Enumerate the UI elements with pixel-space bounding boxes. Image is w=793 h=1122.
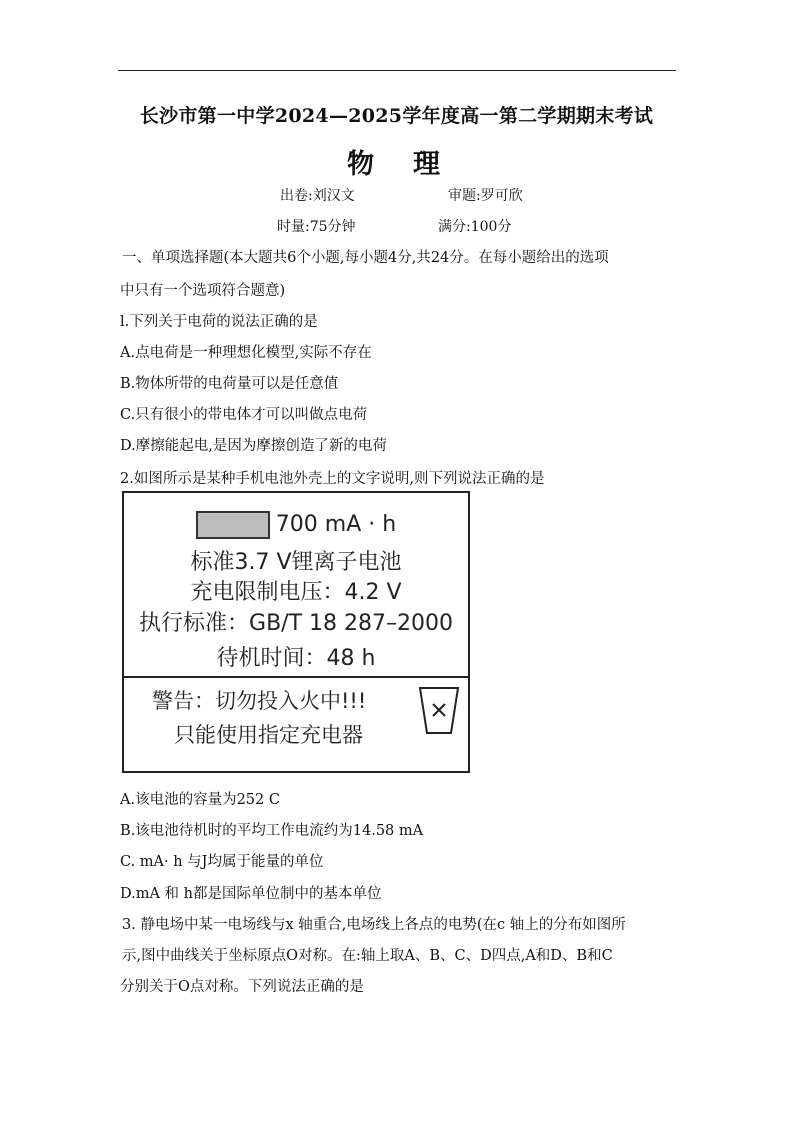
battery-capacity: 700 mA · h bbox=[275, 512, 397, 537]
exam-title: 长沙市第一中学2024—2025学年度高一第二学期期末考试 bbox=[139, 105, 654, 127]
battery-charge-limit-row: 充电限制电压：4.2 V bbox=[190, 580, 402, 605]
top-rule bbox=[118, 70, 676, 71]
time-label: 时量:75分钟 bbox=[277, 219, 356, 235]
question-3-line1: 3. 静电场中某一电场线与x 轴重合,电场线上各点的电势(在c 轴上的分布如图所 bbox=[122, 917, 626, 933]
battery-voltage-row: 标准3.7 V锂离子电池 bbox=[190, 550, 402, 575]
battery-capacity-row bbox=[124, 511, 468, 539]
battery-standby-row: 待机时间：48 h bbox=[216, 646, 376, 671]
question-3-line2: 示,图中曲线关于坐标原点O对称。在:轴上取A、B、C、D四点,A和D、B和C bbox=[122, 948, 613, 964]
section-intro-line2: 中只有一个选项符合题意) bbox=[120, 283, 286, 299]
battery-warning-line2: 只能使用指定充电器 bbox=[174, 723, 363, 747]
battery-label-figure bbox=[122, 491, 470, 773]
no-disposal-bin-icon bbox=[418, 686, 460, 736]
battery-spec-panel bbox=[124, 493, 468, 678]
question-1-stem: l.下列关于电荷的说法正确的是 bbox=[120, 314, 318, 330]
battery-brand-block bbox=[196, 511, 270, 539]
reviewer-label: 审题:罗可欣 bbox=[448, 188, 523, 204]
question-2-option-b: B.该电池待机时的平均工作电流约为14.58 mA bbox=[120, 823, 424, 839]
question-2-option-c: C. mA· h 与J均属于能量的单位 bbox=[120, 854, 324, 870]
score-label: 满分:100分 bbox=[438, 219, 512, 235]
section-intro-line1: 一、单项选择题(本大题共6个小题,每小题4分,共24分。在每小题给出的选项 bbox=[122, 250, 609, 266]
question-2-option-d: D.mA 和 h都是国际单位制中的基本单位 bbox=[120, 886, 382, 902]
battery-standard-row: 执行标准：GB/T 18 287–2000 bbox=[139, 611, 453, 636]
subject-title: 物 理 bbox=[347, 149, 446, 180]
question-1-option-c: C.只有很小的带电体才可以叫做点电荷 bbox=[120, 407, 368, 423]
author-label: 出卷:刘汉文 bbox=[280, 188, 355, 204]
question-2-option-a: A.该电池的容量为252 C bbox=[120, 792, 280, 808]
question-1-option-a: A.点电荷是一种理想化模型,实际不存在 bbox=[120, 345, 372, 361]
question-3-line3: 分别关于O点对称。下列说法正确的是 bbox=[120, 979, 364, 995]
battery-warning-line1: 警告：切勿投入火中!!! bbox=[152, 689, 367, 713]
question-1-option-b: B.物体所带的电荷量可以是任意值 bbox=[120, 376, 339, 392]
question-2-stem: 2.如图所示是某种手机电池外壳上的文字说明,则下列说法正确的是 bbox=[120, 471, 545, 487]
question-1-option-d: D.摩擦能起电,是因为摩擦创造了新的电荷 bbox=[120, 438, 387, 454]
